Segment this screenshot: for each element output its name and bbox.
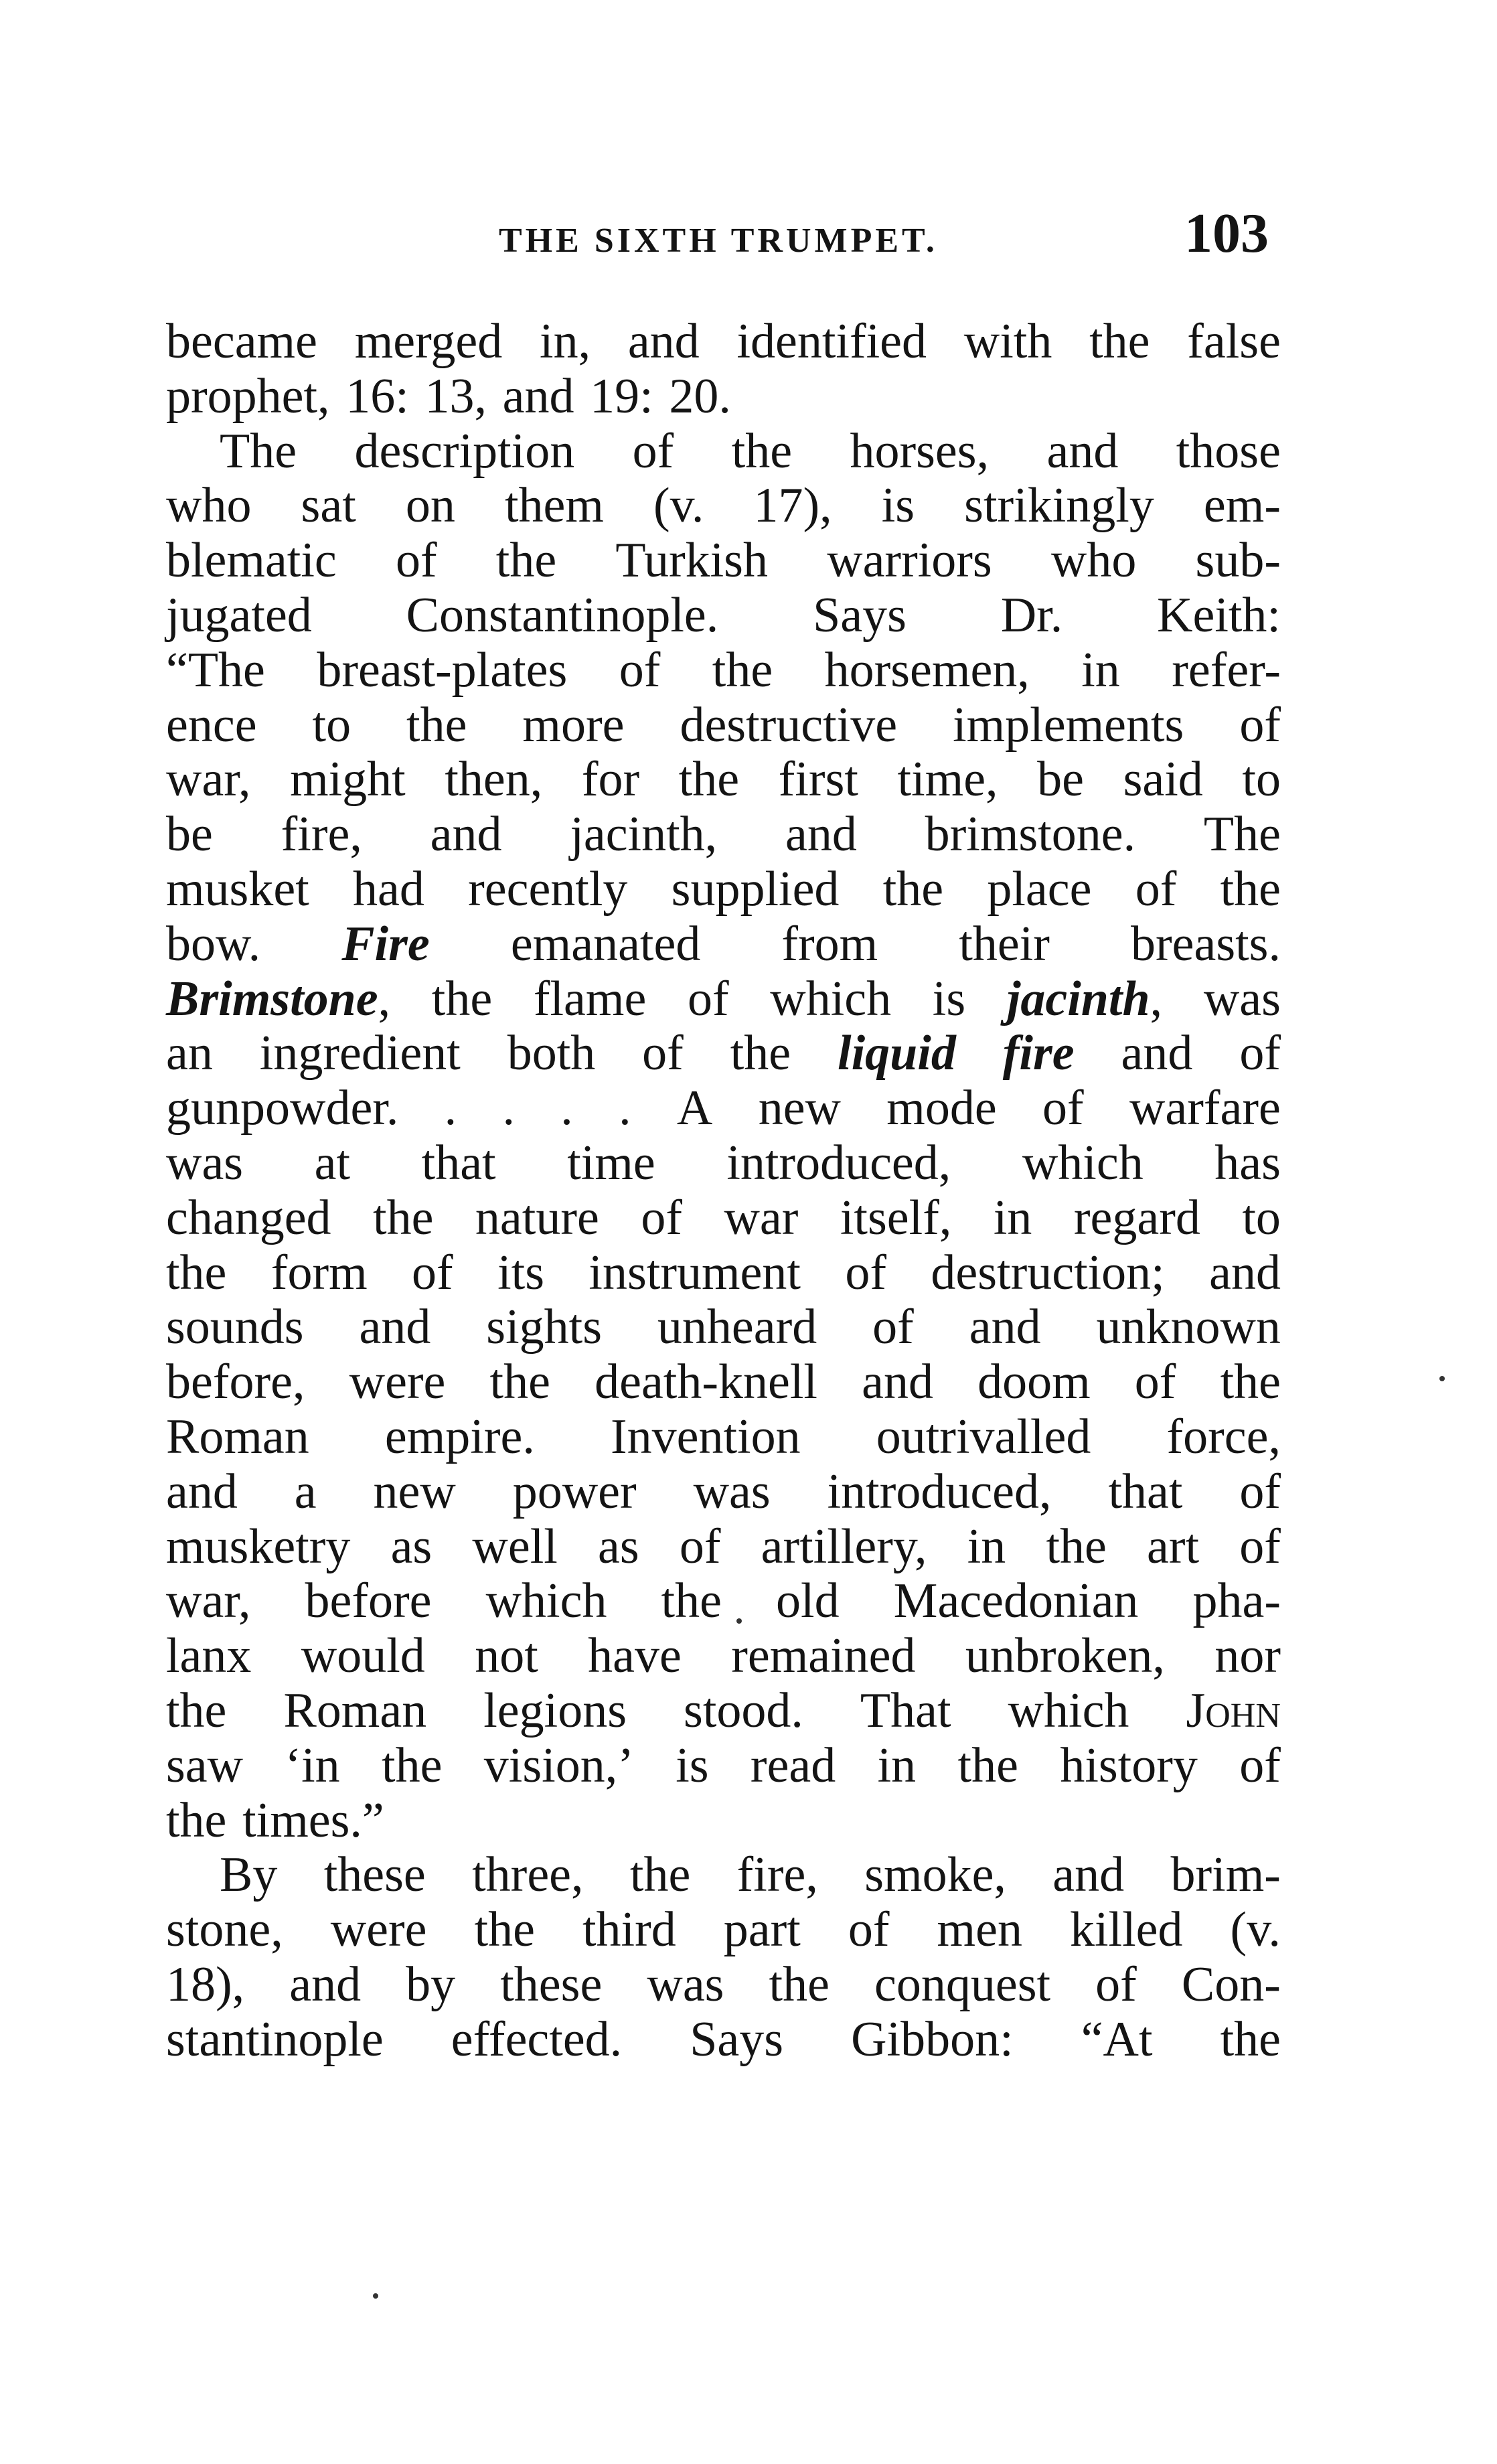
word: was — [166, 1135, 244, 1190]
word: as — [390, 1519, 432, 1574]
word: unknown — [1096, 1300, 1281, 1355]
word: them — [504, 478, 604, 534]
word: the — [882, 861, 944, 917]
word: flame — [533, 971, 647, 1026]
word: of — [1239, 1464, 1281, 1519]
word: horses, — [850, 423, 990, 479]
text-line — [166, 1903, 1281, 1958]
word: ingredient — [259, 1026, 461, 1081]
word: sub- — [1195, 533, 1281, 589]
word: was — [693, 1464, 771, 1519]
word: 20. — [669, 368, 731, 424]
word: recently — [468, 861, 628, 917]
word: time, — [897, 752, 998, 807]
word: the — [382, 1738, 443, 1793]
word: third — [582, 1902, 676, 1958]
word: to — [1242, 1190, 1281, 1245]
word: brimstone. — [925, 807, 1136, 862]
word: John — [1186, 1683, 1281, 1738]
word: of — [395, 533, 437, 589]
word: A — [676, 1081, 713, 1136]
word: changed — [166, 1190, 331, 1245]
text-line — [166, 1246, 1281, 1301]
word: pha- — [1192, 1573, 1281, 1629]
word: nor — [1214, 1628, 1281, 1684]
word: which — [1008, 1683, 1129, 1738]
word: the — [474, 1902, 535, 1958]
word: the — [769, 1956, 830, 2012]
word: power — [512, 1464, 637, 1519]
word: unbroken, — [965, 1628, 1165, 1684]
word: the — [957, 1738, 1018, 1793]
word: description — [354, 423, 575, 479]
word: effected. — [451, 2011, 623, 2067]
word: in — [993, 1190, 1032, 1245]
text-line — [166, 1355, 1281, 1410]
word: of — [1135, 861, 1177, 917]
word: Fire — [341, 916, 430, 972]
word: of — [679, 1519, 721, 1574]
body-text — [166, 315, 1281, 2068]
word: and — [289, 1956, 362, 2012]
word: before, — [166, 1355, 305, 1410]
word: well — [472, 1519, 558, 1574]
word: 17), — [753, 478, 832, 534]
word: would — [301, 1628, 425, 1684]
word: art — [1147, 1519, 1200, 1574]
word: were — [330, 1902, 427, 1958]
word: 16: — [345, 368, 409, 424]
text-line — [166, 2013, 1281, 2068]
word: of — [1239, 697, 1281, 753]
word: of — [687, 971, 729, 1026]
word: is — [676, 1738, 709, 1793]
text-line — [166, 1026, 1281, 1081]
word: form — [270, 1245, 368, 1300]
word: . — [560, 1081, 573, 1136]
word: stood. — [684, 1683, 803, 1738]
word: of — [1239, 1519, 1281, 1574]
text-line — [166, 1958, 1281, 2013]
text-line — [166, 1794, 1281, 1849]
word: sounds — [166, 1300, 304, 1355]
word: refer- — [1172, 642, 1281, 698]
word: bow. — [166, 916, 261, 972]
word: stone, — [166, 1902, 283, 1958]
word: the — [1046, 1519, 1107, 1574]
text-line — [166, 1410, 1281, 1465]
word: in, — [540, 314, 591, 369]
word: of — [632, 423, 674, 479]
word: breast-plates — [317, 642, 568, 698]
word: have — [588, 1628, 682, 1684]
word: The — [220, 423, 297, 479]
word: artillery, — [761, 1519, 927, 1574]
word: place — [987, 861, 1092, 917]
word: was — [1203, 971, 1281, 1026]
text-line — [166, 1465, 1281, 1520]
word: of — [1042, 1081, 1084, 1136]
text-line — [166, 972, 1281, 1027]
word: jacinth, — [1006, 971, 1163, 1026]
text-line — [166, 807, 1281, 862]
text-line — [166, 1081, 1281, 1136]
text-line — [166, 862, 1281, 917]
word: of — [1095, 1956, 1137, 2012]
word: which — [1022, 1135, 1144, 1190]
word: old — [776, 1573, 840, 1629]
word: with — [963, 314, 1052, 369]
word: the — [629, 1847, 691, 1903]
word: the — [1220, 1355, 1281, 1410]
word: Keith: — [1157, 587, 1281, 643]
word: Roman — [166, 1409, 309, 1464]
word: instrument — [588, 1245, 801, 1300]
word: remained — [731, 1628, 916, 1684]
word: strikingly — [964, 478, 1154, 534]
word: new — [373, 1464, 456, 1519]
word: “The — [166, 642, 265, 698]
word: men — [937, 1902, 1022, 1958]
word: of — [1239, 1738, 1281, 1793]
word: of — [619, 642, 661, 698]
word: the — [731, 423, 793, 479]
word: warfare — [1129, 1081, 1281, 1136]
word: three, — [472, 1847, 584, 1903]
word: mode — [886, 1081, 997, 1136]
word: the — [495, 533, 557, 589]
word: horsemen, — [824, 642, 1030, 698]
word: is — [881, 478, 915, 534]
word: em- — [1203, 478, 1281, 534]
word: before — [305, 1573, 432, 1629]
word: sat — [301, 478, 356, 534]
word: legions — [483, 1683, 627, 1738]
word: blematic — [166, 533, 337, 589]
word: false — [1187, 314, 1281, 369]
word: fire, — [281, 807, 362, 862]
text-line — [166, 1848, 1281, 1903]
word: the — [712, 642, 773, 698]
word: which — [770, 971, 892, 1026]
word: first — [778, 752, 858, 807]
word: and — [430, 807, 502, 862]
word: that — [421, 1135, 496, 1190]
word: and — [969, 1300, 1041, 1355]
word: the — [678, 752, 740, 807]
word: a — [294, 1464, 317, 1519]
word: and — [1121, 1026, 1193, 1081]
word: vision,’ — [483, 1738, 634, 1793]
word: that — [1108, 1464, 1183, 1519]
word: as — [597, 1519, 639, 1574]
word: (v. — [653, 478, 704, 534]
word: these — [323, 1847, 426, 1903]
word: unheard — [657, 1300, 817, 1355]
word: war, — [166, 752, 251, 807]
word: to — [312, 697, 351, 753]
word: for — [581, 752, 640, 807]
word: the — [661, 1573, 722, 1629]
word: death-knell — [595, 1355, 817, 1410]
word: stantinople — [166, 2011, 384, 2067]
word: the — [406, 697, 467, 753]
word: of — [848, 1902, 890, 1958]
word: breasts. — [1130, 916, 1281, 972]
word: were — [349, 1355, 446, 1410]
word: of — [412, 1245, 453, 1300]
word: The — [1203, 807, 1281, 862]
word: nature — [475, 1190, 599, 1245]
margin-speck — [373, 2293, 378, 2299]
text-line — [166, 698, 1281, 753]
text-line — [166, 589, 1281, 643]
word: the — [166, 1683, 227, 1738]
word: in — [967, 1519, 1006, 1574]
word: supplied — [671, 861, 840, 917]
word: prophet, — [166, 368, 330, 424]
word: brim- — [1170, 1847, 1281, 1903]
margin-speck — [736, 1618, 742, 1624]
word: its — [497, 1245, 545, 1300]
word: ‘in — [285, 1738, 340, 1793]
word: is — [932, 971, 966, 1026]
word: which — [485, 1573, 607, 1629]
word: the — [1089, 314, 1150, 369]
word: (v. — [1230, 1902, 1281, 1958]
text-line — [166, 534, 1281, 589]
word: introduced, — [827, 1464, 1052, 1519]
word: had — [353, 861, 424, 917]
word: 13, — [424, 368, 487, 424]
word: an — [166, 1026, 213, 1081]
word: fire — [1002, 1026, 1075, 1081]
word: Says — [690, 2011, 784, 2067]
word: smoke, — [864, 1847, 1006, 1903]
word: their — [959, 916, 1050, 972]
text-line — [166, 479, 1281, 534]
word: doom — [977, 1355, 1091, 1410]
word: said — [1123, 752, 1203, 807]
word: ence — [166, 697, 257, 753]
text-line — [166, 425, 1281, 479]
word: empire. — [384, 1409, 535, 1464]
word: “At — [1081, 2011, 1153, 2067]
word: merged — [354, 314, 503, 369]
word: Brimstone, — [166, 971, 391, 1026]
word: lanx — [166, 1628, 252, 1684]
word: to — [1242, 752, 1281, 807]
text-line — [166, 1684, 1281, 1739]
word: from — [781, 916, 878, 972]
word: That — [860, 1683, 951, 1738]
word: destructive — [680, 697, 898, 753]
word: read — [750, 1738, 836, 1793]
word: implements — [953, 697, 1184, 753]
word: then, — [445, 752, 543, 807]
text-line — [166, 917, 1281, 972]
word: be — [166, 807, 213, 862]
word: the — [730, 1026, 791, 1081]
word: who — [1050, 533, 1137, 589]
word: Dr. — [1000, 587, 1063, 643]
word: was — [647, 1956, 724, 2012]
word: at — [314, 1135, 351, 1190]
text-line — [166, 1520, 1281, 1575]
word: by — [406, 1956, 456, 2012]
word: fire, — [736, 1847, 818, 1903]
word: the — [1220, 2011, 1281, 2067]
word: musketry — [166, 1519, 351, 1574]
word: new — [758, 1081, 841, 1136]
word: the — [166, 1792, 227, 1848]
word: of — [642, 1026, 684, 1081]
word: and — [1209, 1245, 1281, 1300]
word: more — [522, 697, 625, 753]
text-line — [166, 1629, 1281, 1684]
word: times.” — [242, 1792, 384, 1848]
word: introduced, — [726, 1135, 951, 1190]
text-line — [166, 370, 1281, 425]
word: Macedonian — [893, 1573, 1139, 1629]
word: 18), — [166, 1956, 245, 2012]
text-line — [166, 1191, 1281, 1246]
word: on — [405, 478, 455, 534]
word: Says — [813, 587, 907, 643]
word: and — [785, 807, 857, 862]
word: and — [359, 1300, 431, 1355]
word: Gibbon: — [851, 2011, 1014, 2067]
word: Roman — [283, 1683, 427, 1738]
word: the — [373, 1190, 434, 1245]
word: regard — [1073, 1190, 1200, 1245]
word: Con- — [1181, 1956, 1281, 2012]
word: warriors — [827, 533, 992, 589]
word: the — [1220, 861, 1281, 917]
word: and — [627, 314, 700, 369]
word: and — [166, 1464, 238, 1519]
word: these — [500, 1956, 603, 2012]
word: of — [1134, 1355, 1176, 1410]
word: destruction; — [931, 1245, 1165, 1300]
text-line — [166, 753, 1281, 807]
word: of — [872, 1300, 914, 1355]
page-header — [164, 201, 1282, 275]
word: the — [166, 1245, 227, 1300]
word: history — [1060, 1738, 1198, 1793]
word: the — [431, 971, 493, 1026]
word: and — [1052, 1847, 1125, 1903]
word: . — [502, 1081, 515, 1136]
word: not — [475, 1628, 538, 1684]
word: became — [166, 314, 317, 369]
word: the — [489, 1355, 550, 1410]
page-number: 103 — [1184, 202, 1269, 264]
word: might — [290, 752, 406, 807]
word: . — [444, 1081, 457, 1136]
word: of — [845, 1245, 886, 1300]
word: Constantinople. — [406, 587, 719, 643]
word: killed — [1069, 1902, 1183, 1958]
text-line — [166, 1136, 1281, 1191]
word: sights — [486, 1300, 602, 1355]
word: force, — [1166, 1409, 1281, 1464]
word: war, — [166, 1573, 251, 1629]
word: jacinth, — [570, 807, 718, 862]
word: Invention — [611, 1409, 801, 1464]
word: and — [862, 1355, 933, 1410]
word: saw — [166, 1738, 244, 1793]
word: be — [1037, 752, 1085, 807]
word: liquid — [838, 1026, 956, 1081]
text-line — [166, 643, 1281, 698]
word: and — [1046, 423, 1119, 479]
word: emanated — [510, 916, 701, 972]
word: jugated — [166, 587, 312, 643]
word: Turkish — [615, 533, 768, 589]
word: time — [567, 1135, 655, 1190]
word: of — [641, 1190, 682, 1245]
word: has — [1214, 1135, 1281, 1190]
word: identified — [736, 314, 927, 369]
word: those — [1176, 423, 1281, 479]
word: outrivalled — [876, 1409, 1091, 1464]
word: itself, — [840, 1190, 952, 1245]
word: of — [1239, 1026, 1281, 1081]
word: in — [877, 1738, 917, 1793]
word: gunpowder. — [166, 1081, 399, 1136]
text-line — [166, 1300, 1281, 1355]
word: war — [724, 1190, 799, 1245]
word: part — [723, 1902, 801, 1958]
word: and — [502, 368, 574, 424]
text-line — [166, 1574, 1281, 1629]
word: who — [166, 478, 252, 534]
word: both — [507, 1026, 596, 1081]
word: musket — [166, 861, 309, 917]
word: in — [1081, 642, 1120, 698]
running-title: THE SIXTH TRUMPET. — [499, 222, 938, 260]
text-line — [166, 1739, 1281, 1794]
word: conquest — [874, 1956, 1051, 2012]
word: By — [220, 1847, 278, 1903]
text-line — [166, 315, 1281, 370]
word: . — [619, 1081, 631, 1136]
word: 19: — [590, 368, 653, 424]
margin-speck — [1439, 1376, 1445, 1381]
